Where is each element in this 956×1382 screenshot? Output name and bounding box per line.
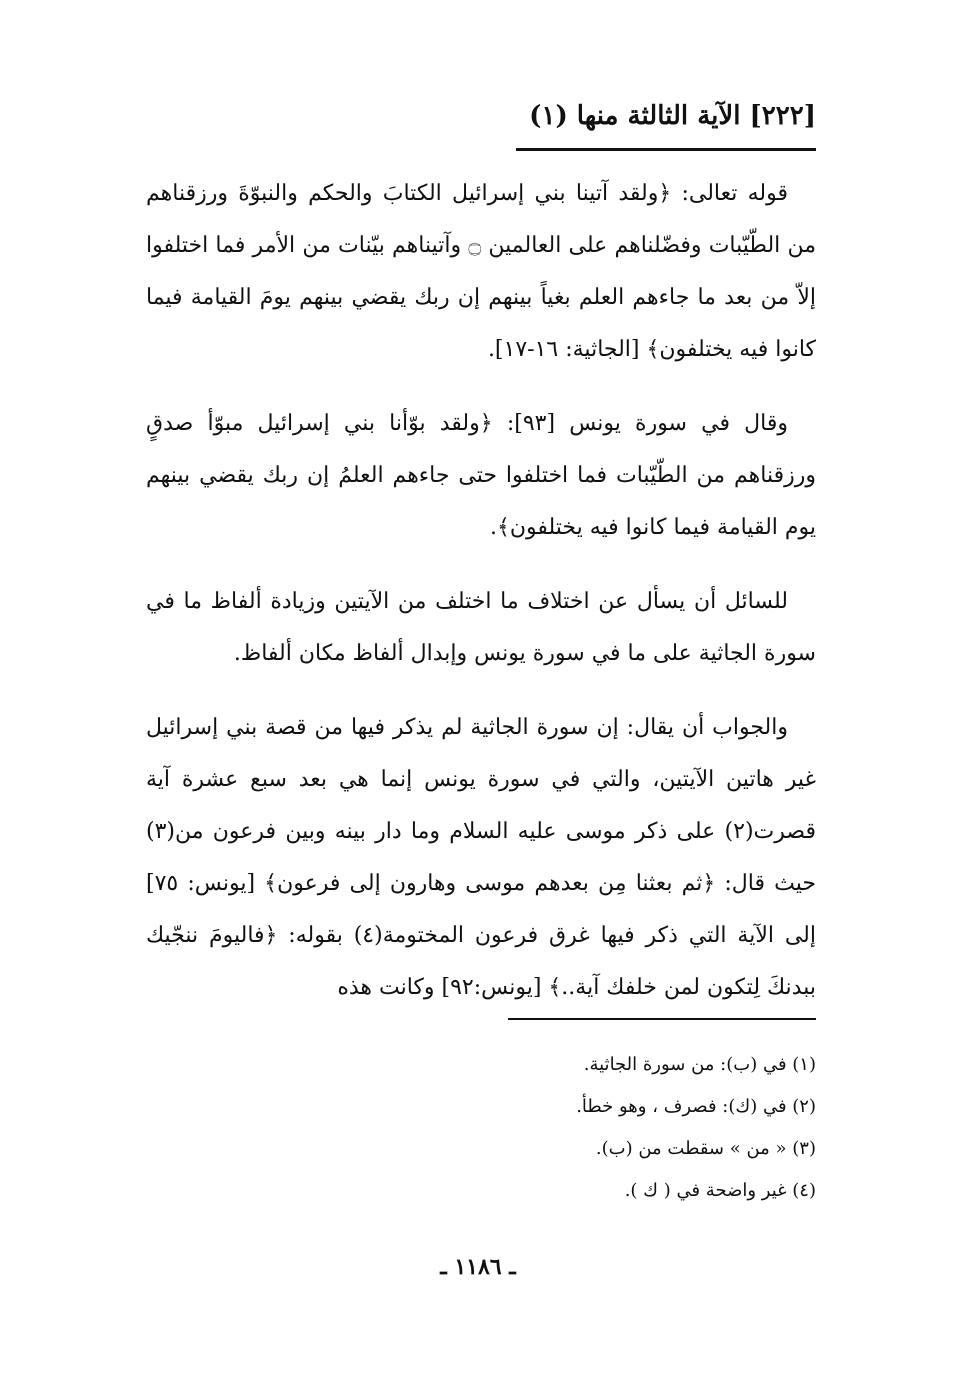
section-heading: [٢٢٢] الآية الثالثة منها (١) — [529, 101, 816, 131]
footnote-1: (١) في (ب): من سورة الجاثية. — [583, 1054, 816, 1075]
footnote-3: (٣) « من » سقطت من (ب). — [595, 1138, 816, 1159]
paragraph-1: قوله تعالى: ﴿ولقد آتينا بني إسرائيل الكتابَ والحكم والنبوّةَ ورزقناهم من الطّيّبات وفضّلناهم على العالمين ۝ وآتيناهم بيّنات من الأمر فما اختلفوا إلاّ من بعد ما جاءهم العلم بغياً بينهم إن ربك يقضي بينهم يومَ القيامة فيما كانوا فيه يختلفون﴾ [الجاثية: ١٦-١٧]. — [146, 181, 816, 362]
footnote-separator — [508, 1018, 816, 1020]
page-number: ـ ١١٨٦ ـ — [440, 1254, 516, 1280]
paragraph-2: وقال في سورة يونس [٩٣]: ﴿ولقد بوّأنا بني إسرائيل مبوّأ صدقٍ ورزقناهم من الطّيّبات فما اختلفوا حتى جاءهم العلمُ إن ربك يقضي بينهم يوم القيامة فيما كانوا فيه يختلفون﴾. — [146, 411, 816, 540]
footnote-2: (٢) في (ك): فصرف ، وهو خطأ. — [576, 1096, 816, 1117]
paragraph-4: والجواب أن يقال: إن سورة الجاثية لم يذكر فيها من قصة بني إسرائيل غير هاتين الآيتين، والتي في سورة يونس إنما هي بعد سبع عشرة آية قصرت(٢) على ذكر موسى عليه السلام وما دار بينه وبين فرعون من(٣) حيث قال: ﴿ثم بعثنا مِن بعدهم موسى وهارون إلى فرعون﴾ [يونس: ٧٥] إلى الآية التي ذكر فيها غرق فرعون المختومة(٤) بقوله: ﴿فاليومَ ننجّيك ببدنكَ لِتكون لمن خلفك آية..﴾ [يونس:٩٢] وكانت هذه — [146, 715, 816, 1000]
footnotes — [316, 1044, 816, 1212]
paragraph-3: للسائل أن يسأل عن اختلاف ما اختلف من الآيتين وزيادة ألفاظ ما في سورة الجاثية على ما في سورة يونس وإبدال ألفاظ مكان ألفاظ. — [146, 589, 816, 666]
main-text — [146, 168, 816, 1036]
heading-underline — [516, 148, 816, 151]
footnote-4: (٤) غير واضحة في ( ك ). — [624, 1180, 816, 1201]
